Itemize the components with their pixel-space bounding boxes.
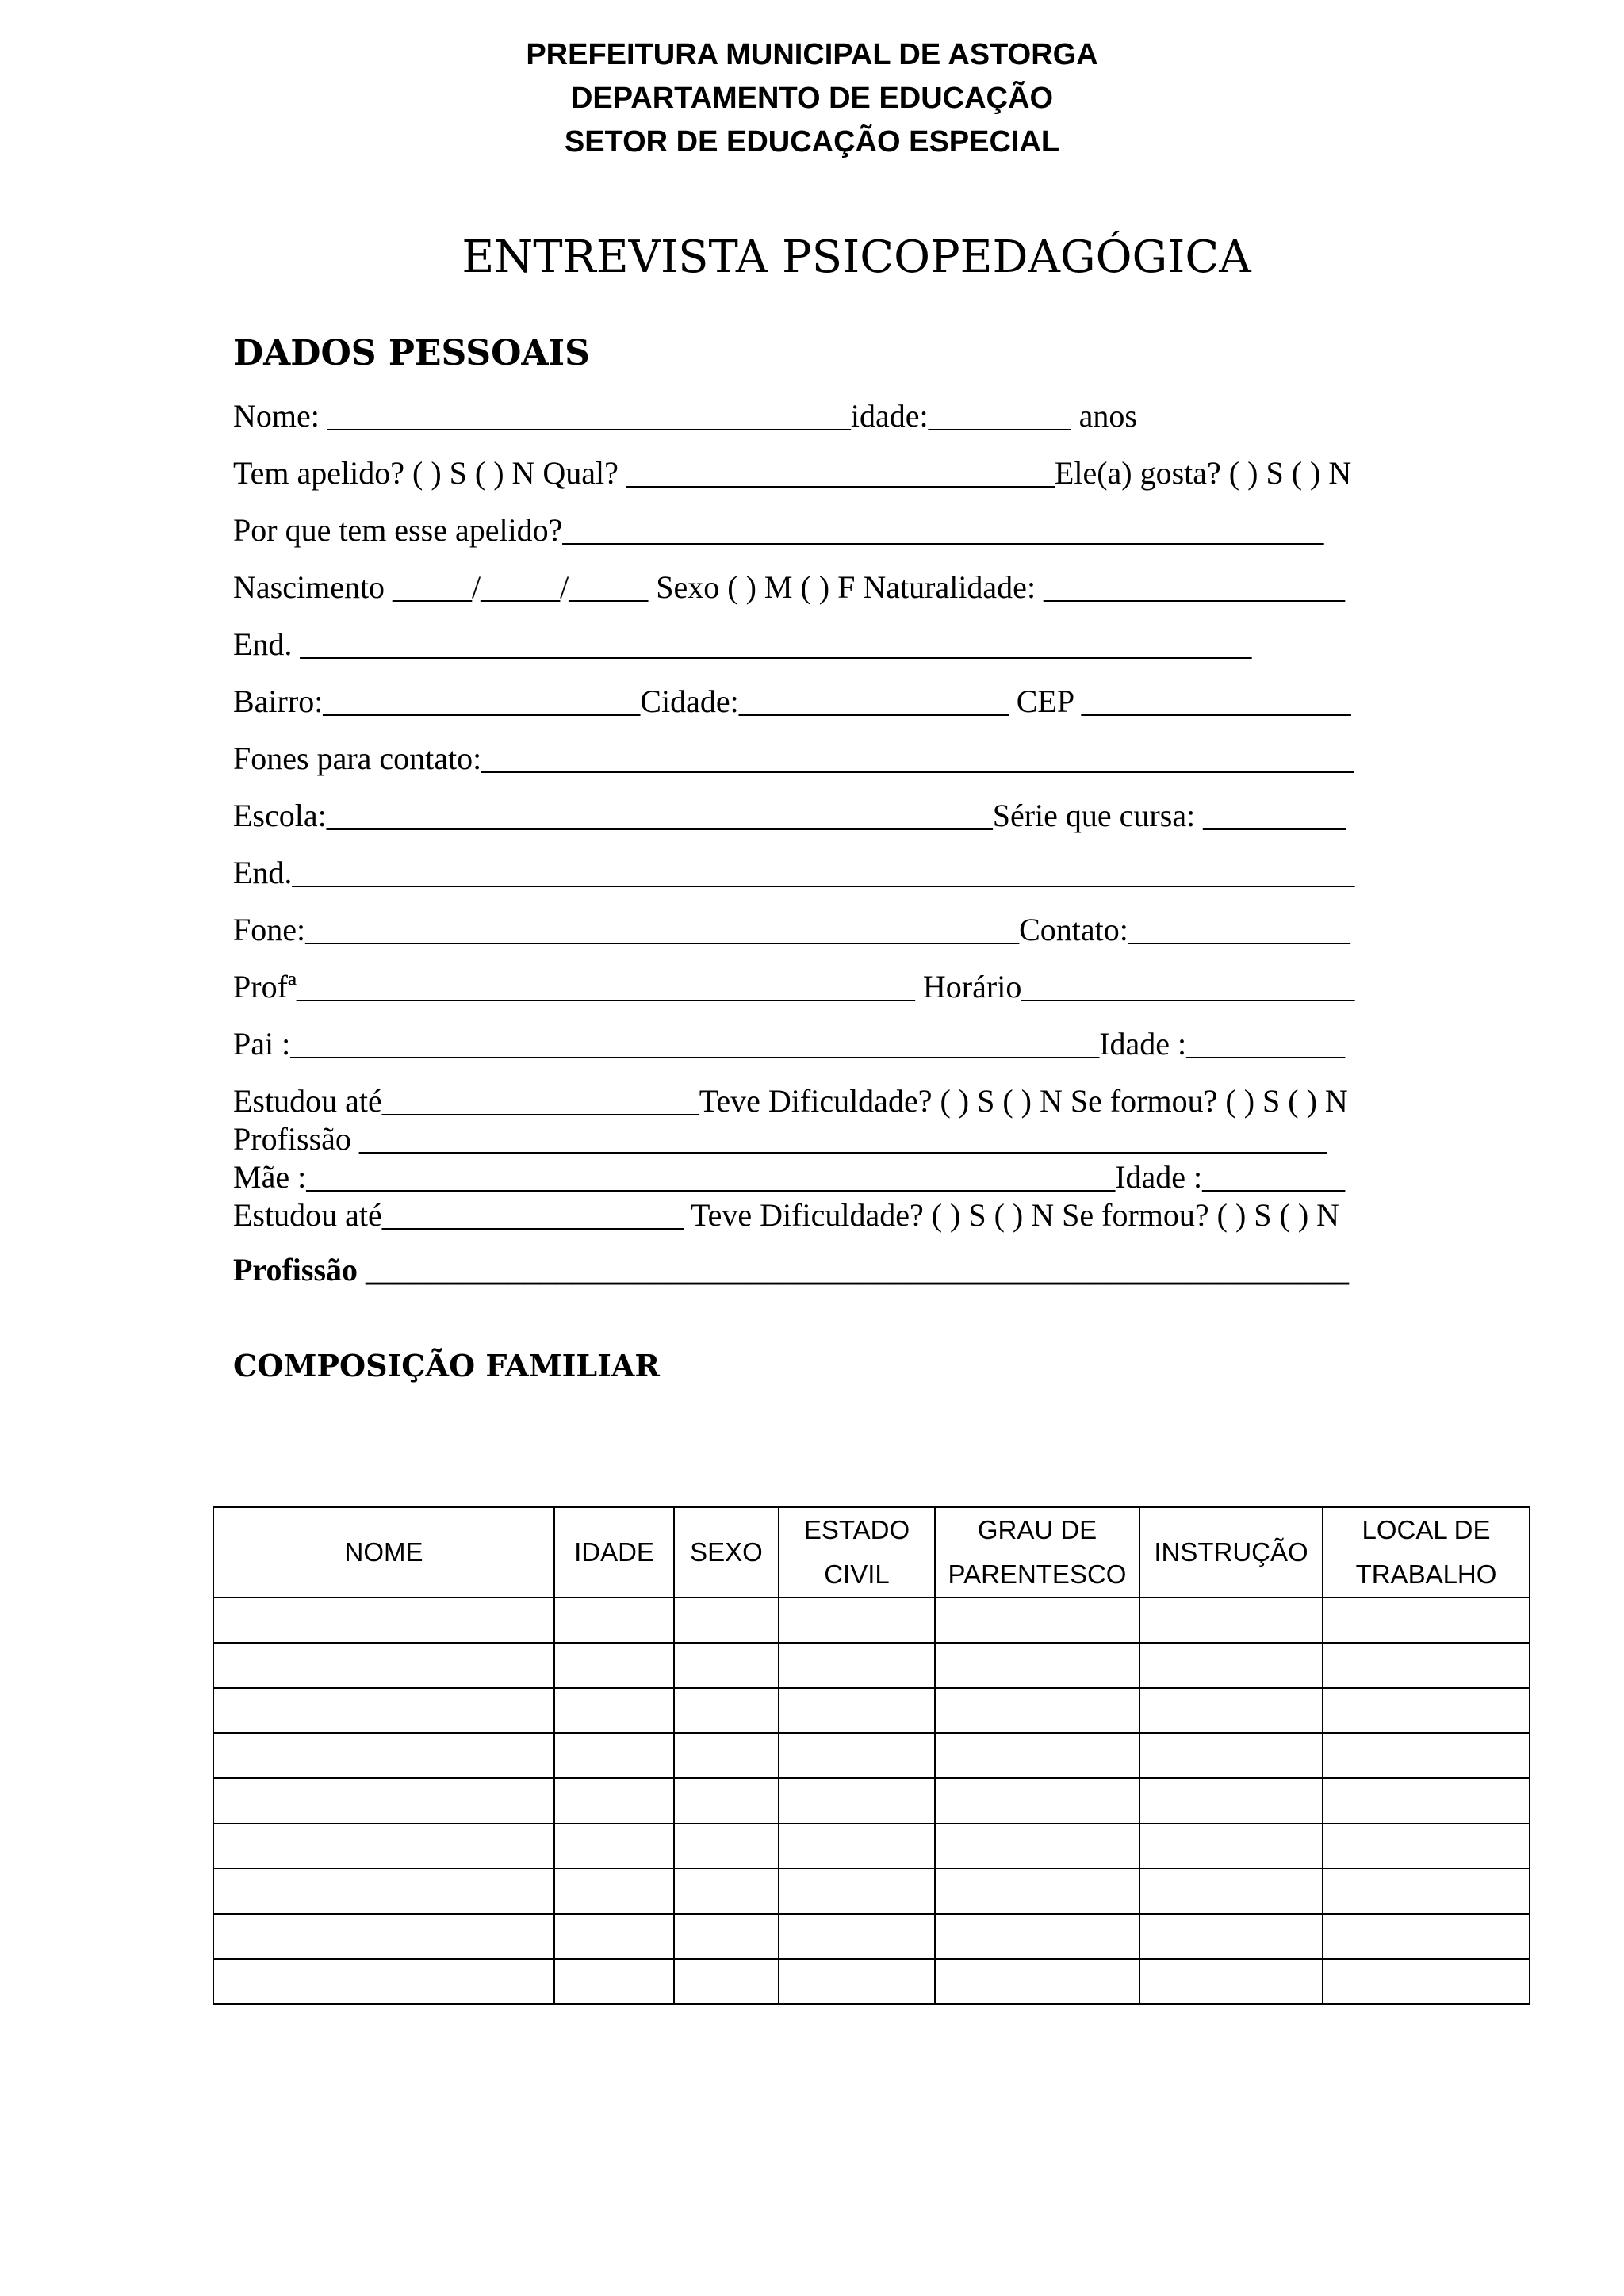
table-cell[interactable] (1139, 1914, 1323, 1959)
table-cell[interactable] (779, 1823, 935, 1869)
field-apelido: Tem apelido? ( ) S ( ) N Qual? ___________________________Ele(a) gosta? ( ) S ( ) N (233, 455, 1352, 491)
table-cell[interactable] (213, 1688, 554, 1733)
table-row (213, 1643, 1530, 1688)
field-mae-estudou: Estudou até___________________ Teve Dificuldade? ( ) S ( ) N Se formou? ( ) S ( ) N (233, 1197, 1340, 1233)
table-cell[interactable] (935, 1733, 1139, 1778)
table-cell[interactable] (935, 1643, 1139, 1688)
table-cell[interactable] (554, 1869, 674, 1914)
column-header-local-trabalho: LOCAL DE TRABALHO (1323, 1507, 1530, 1598)
table-cell[interactable] (554, 1778, 674, 1823)
table-cell[interactable] (554, 1959, 674, 2004)
table-cell[interactable] (935, 1869, 1139, 1914)
table-header-row (213, 1507, 1530, 1598)
table-cell[interactable] (213, 1778, 554, 1823)
column-header-grau-parentesco: GRAU DE PARENTESCO (935, 1507, 1139, 1598)
table-cell[interactable] (213, 1823, 554, 1869)
field-fone-escola: Fone:_____________________________________________Contato:______________ (233, 912, 1350, 947)
table-cell[interactable] (213, 1643, 554, 1688)
family-composition-table (213, 1506, 1530, 2005)
table-cell[interactable] (554, 1733, 674, 1778)
table-cell[interactable] (1139, 1823, 1323, 1869)
table-cell[interactable] (935, 1823, 1139, 1869)
field-endereco: End. ____________________________________________________________ (233, 626, 1252, 662)
table-cell[interactable] (935, 1914, 1139, 1959)
table-row (213, 1823, 1530, 1869)
table-cell[interactable] (674, 1823, 779, 1869)
field-fones: Fones para contato:_______________________________________________________ (233, 740, 1354, 776)
table-cell[interactable] (554, 1598, 674, 1643)
table-cell[interactable] (213, 1869, 554, 1914)
table-cell[interactable] (674, 1869, 779, 1914)
table-cell[interactable] (935, 1688, 1139, 1733)
table-row (213, 1914, 1530, 1959)
table-cell[interactable] (1139, 1959, 1323, 2004)
header-line-3: SETOR DE EDUCAÇÃO ESPECIAL (564, 125, 1060, 159)
field-pai: Pai :___________________________________________________Idade :__________ (233, 1026, 1346, 1062)
table-cell[interactable] (213, 1914, 554, 1959)
field-endereco-escola: End.___________________________________________________________________ (233, 855, 1355, 890)
table-cell[interactable] (1139, 1643, 1323, 1688)
table-cell[interactable] (1323, 1914, 1530, 1959)
field-mae: Mãe :___________________________________________________Idade :_________ (233, 1159, 1346, 1195)
table-cell[interactable] (779, 1869, 935, 1914)
table-cell[interactable] (1323, 1688, 1530, 1733)
table-row (213, 1688, 1530, 1733)
table-cell[interactable] (1139, 1598, 1323, 1643)
field-pai-profissao: Profissão _____________________________________________________________ (233, 1121, 1327, 1157)
table-cell[interactable] (674, 1598, 779, 1643)
header-line-2: DEPARTAMENTO DE EDUCAÇÃO (570, 82, 1054, 115)
table-cell[interactable] (935, 1959, 1139, 2004)
table-cell[interactable] (1323, 1823, 1530, 1869)
table-cell[interactable] (213, 1959, 554, 2004)
table-cell[interactable] (779, 1959, 935, 2004)
table-cell[interactable] (674, 1959, 779, 2004)
table-cell[interactable] (674, 1778, 779, 1823)
table-cell[interactable] (779, 1688, 935, 1733)
table-row (213, 1598, 1530, 1643)
table-cell[interactable] (935, 1778, 1139, 1823)
table-cell[interactable] (1323, 1959, 1530, 2004)
field-bairro: Bairro:____________________Cidade:_________________ CEP _________________ (233, 683, 1351, 719)
table-cell[interactable] (779, 1778, 935, 1823)
table-row (213, 1959, 1530, 2004)
table-cell[interactable] (674, 1733, 779, 1778)
table-cell[interactable] (554, 1914, 674, 1959)
table-row (213, 1733, 1530, 1778)
table-cell[interactable] (554, 1643, 674, 1688)
table-row (213, 1778, 1530, 1823)
field-mae-profissao: Profissão ______________________________________________________________ (233, 1252, 1350, 1288)
table-cell[interactable] (1323, 1733, 1530, 1778)
table-cell[interactable] (1139, 1733, 1323, 1778)
table-cell[interactable] (554, 1688, 674, 1733)
table-cell[interactable] (779, 1914, 935, 1959)
column-header-idade: IDADE (554, 1507, 674, 1598)
field-por-que-apelido: Por que tem esse apelido?________________________________________________ (233, 512, 1324, 548)
table-cell[interactable] (1139, 1688, 1323, 1733)
table-cell[interactable] (554, 1823, 674, 1869)
page-title: ENTREVISTA PSICOPEDAGÓGICA (462, 232, 1251, 283)
table-cell[interactable] (779, 1598, 935, 1643)
field-nascimento: Nascimento _____/_____/_____ Sexo ( ) M ( ) F Naturalidade: ___________________ (233, 569, 1346, 605)
table-cell[interactable] (779, 1733, 935, 1778)
column-header-sexo: SEXO (674, 1507, 779, 1598)
table-cell[interactable] (1323, 1778, 1530, 1823)
field-escola: Escola:__________________________________________Série que cursa: _________ (233, 798, 1346, 833)
table-cell[interactable] (779, 1643, 935, 1688)
table-cell[interactable] (674, 1688, 779, 1733)
field-nome: Nome: _________________________________idade:_________ anos (233, 398, 1137, 434)
column-header-nome: NOME (213, 1507, 554, 1598)
table-cell[interactable] (674, 1914, 779, 1959)
table-cell[interactable] (1323, 1869, 1530, 1914)
field-professora: Profª_______________________________________ Horário_____________________ (233, 969, 1355, 1004)
table-cell[interactable] (213, 1598, 554, 1643)
column-header-instrucao: INSTRUÇÃO (1139, 1507, 1323, 1598)
section-heading-composicao-familiar: COMPOSIÇÃO FAMILIAR (233, 1348, 660, 1383)
table-cell[interactable] (1139, 1778, 1323, 1823)
section-heading-dados-pessoais: DADOS PESSOAIS (233, 333, 590, 373)
table-cell[interactable] (1323, 1598, 1530, 1643)
table-cell[interactable] (935, 1598, 1139, 1643)
table-cell[interactable] (674, 1643, 779, 1688)
table-row (213, 1869, 1530, 1914)
column-header-estado-civil: ESTADO CIVIL (779, 1507, 935, 1598)
field-pai-estudou: Estudou até____________________Teve Dificuldade? ( ) S ( ) N Se formou? ( ) S ( ) N (233, 1083, 1348, 1119)
header-line-1: PREFEITURA MUNICIPAL DE ASTORGA (526, 38, 1098, 71)
table-cell[interactable] (1139, 1869, 1323, 1914)
table-cell[interactable] (213, 1733, 554, 1778)
table-cell[interactable] (1323, 1643, 1530, 1688)
